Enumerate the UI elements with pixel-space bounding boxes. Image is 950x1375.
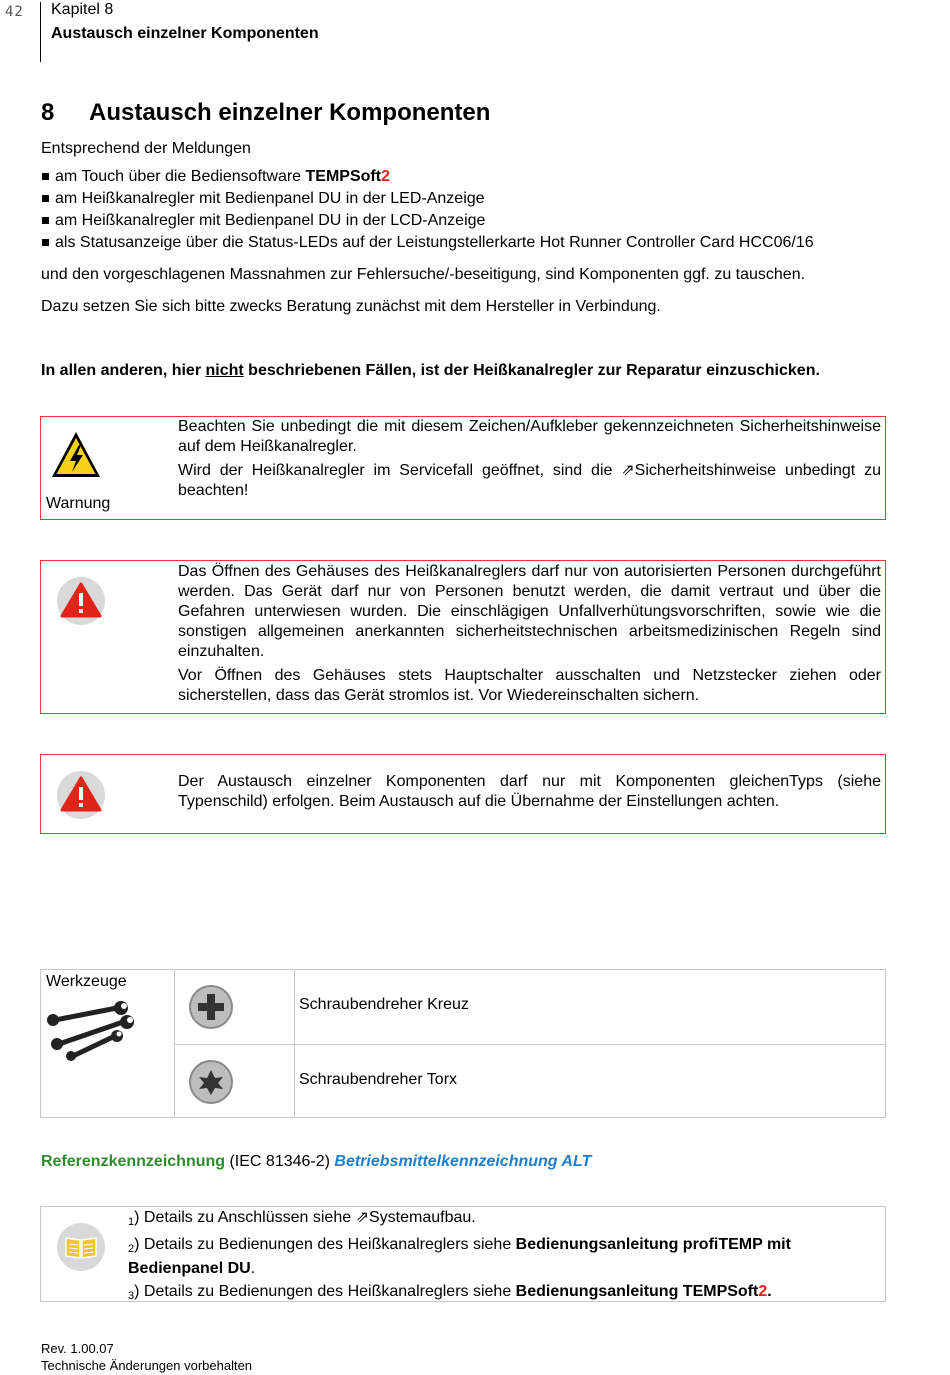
tool-label: Schraubendreher Torx: [299, 1071, 458, 1088]
page-number: 42: [5, 4, 24, 20]
paragraph-replace-components: und den vorgeschlagenen Massnahmen zur Fehlersuche/-beseitigung, sind Komponenten ggf. zu tauschen.: [41, 266, 806, 283]
tools-label-cell: [41, 970, 175, 1117]
section-title: Austausch einzelner Komponenten: [89, 99, 491, 126]
tools-table: [40, 969, 886, 1118]
footer-disclaimer: Technische Änderungen vorbehalten: [41, 1358, 253, 1373]
message-source-list: [41, 167, 814, 255]
tool-row: [174, 970, 885, 1045]
tool-label: Schraubendreher Kreuz: [299, 996, 469, 1013]
wrench-icon: [45, 1000, 137, 1062]
intro-text: Entsprechend der Meldungen: [41, 140, 251, 157]
bullet-square-icon: [42, 173, 49, 180]
info-box: [40, 1206, 886, 1302]
section-heading: [41, 98, 490, 128]
list-item: am Heißkanalregler mit Bedienpanel DU in der LED-Anzeige: [41, 189, 814, 211]
exclamation-icon: [56, 770, 106, 820]
danger-text-replacement: Der Austausch einzelner Komponenten darf nur mit Komponenten gleichenTyps (siehe Typenschild) erfolgen. Beim Austausch auf die Übernahme der Einstellungen achten.: [178, 773, 881, 810]
header-chapter-title: Austausch einzelner Komponenten: [51, 25, 319, 42]
header-divider: [40, 2, 41, 62]
danger-text-opening: Das Öffnen des Gehäuses des Heißkanalreglers darf nur von autorisierten Personen durchgeführt werden. Das Gerät darf nur von Personen benutzt werden, die damit vertraut und über die Gefahren unterwiesen wurden. Die einschlägigen Unfallverhütungsvorschriften, sowie wie die sonstigen allgemeinen anerkannten sicherheitstechnischen arbeitsmedizinischen Regeln sind einzuhalten. Vor Öffnen des Gehäuses stets Hauptschalter ausschalten und Netzstecker ziehen oder sicherstellen, dass das Gerät stromlos ist. Vor Wiedereinschalten sichern.: [178, 563, 881, 704]
bullet-square-icon: [42, 217, 49, 224]
list-item: am Touch über die Bediensoftware TEMPSoft2: [41, 167, 814, 189]
phillips-screw-icon: [188, 984, 234, 1030]
list-item: $_3$) Details zu Bedienungen des Heißkanalreglers siehe Bedienungsanleitung TEMPSoft2.: [128, 1283, 772, 1302]
safety-instructions-link[interactable]: Sicherheitshinweise unbedingt zu beachten!: [178, 462, 881, 499]
torx-screw-icon: [188, 1059, 234, 1105]
bullet-square-icon: [42, 195, 49, 202]
section-number: 8: [41, 99, 55, 126]
warning-label: Warnung: [46, 495, 111, 512]
warning-text: Beachten Sie unbedingt die mit diesem Zeichen/Aufkleber gekennzeichneten Sicherheitshinweise auf dem Heißkanalregler. Wird der Heißkanalregler im Servicefall geöffnet, sind die ⇗Sicherheitshinweise unbedingt zu beachten!: [178, 418, 881, 499]
header-chapter: Kapitel 8: [51, 1, 114, 18]
reference-designation: Referenzkennzeichnung (IEC 81346-2) Betriebsmittelkennzeichnung ALT: [41, 1153, 592, 1170]
danger-box-replacement: [40, 754, 886, 834]
list-item: als Statusanzeige über die Status-LEDs auf der Leistungstellerkarte Hot Runner Controller Card HCC06/16: [41, 233, 814, 255]
exclamation-icon: [56, 576, 106, 626]
tools-label: Werkzeuge: [46, 973, 127, 990]
electrical-hazard-icon: [50, 429, 102, 481]
book-icon: [56, 1222, 106, 1272]
repair-note: In allen anderen, hier nicht beschriebenen Fällen, ist der Heißkanalregler zur Reparatur einzuschicken.: [41, 362, 820, 379]
link-arrow-icon: ⇗: [355, 1209, 369, 1226]
info-notes: [128, 1208, 881, 1309]
bullet-square-icon: [42, 239, 49, 246]
list-item: $_2$) Details zu Bedienungen des Heißkanalreglers siehe Bedienungsanleitung profiTEMP mit Bedienpanel DU.: [128, 1236, 791, 1277]
danger-box-opening: [40, 560, 886, 714]
list-item: $_1$) Details zu Anschlüssen siehe ⇗Systemaufbau.: [128, 1209, 476, 1228]
tool-row: [174, 1045, 885, 1117]
warning-box: [40, 416, 886, 520]
system-layout-link[interactable]: Systemaufbau.: [368, 1209, 476, 1226]
list-item: am Heißkanalregler mit Bedienpanel DU in der LCD-Anzeige: [41, 211, 814, 233]
footer-revision: Rev. 1.00.07: [41, 1341, 114, 1356]
paragraph-contact-manufacturer: Dazu setzen Sie sich bitte zwecks Beratung zunächst mit dem Hersteller in Verbindung.: [41, 298, 661, 315]
link-arrow-icon: ⇗: [621, 462, 635, 479]
